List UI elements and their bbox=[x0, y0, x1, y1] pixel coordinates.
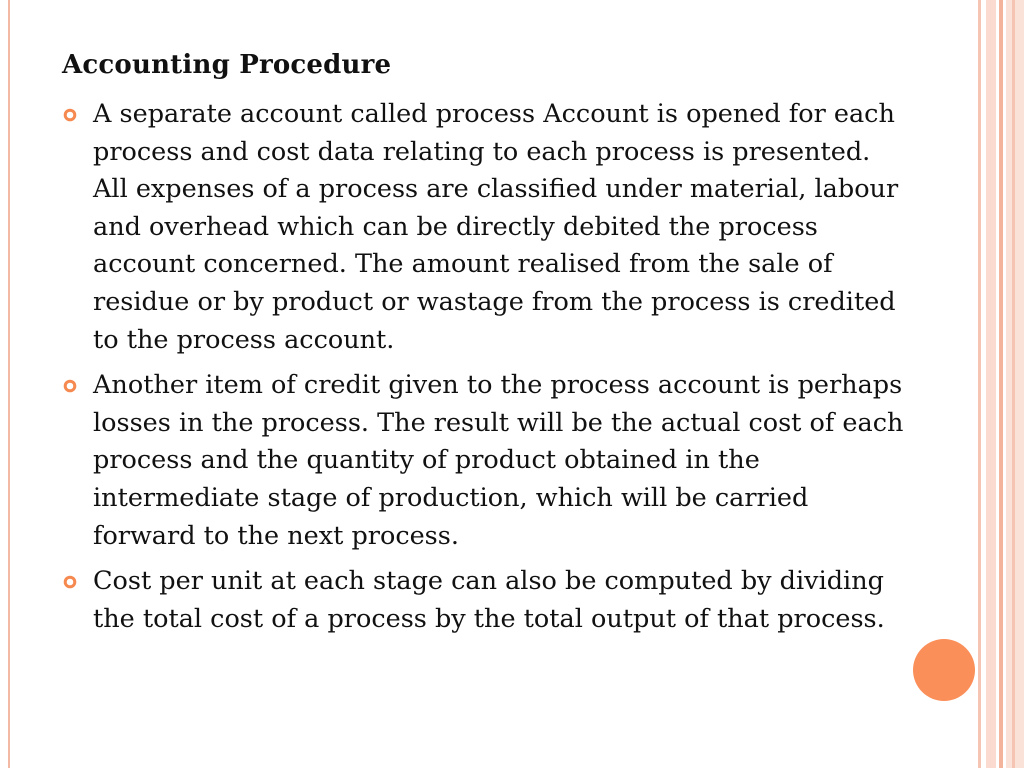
ring-bullet-icon bbox=[63, 575, 77, 589]
right-border-stripe bbox=[1006, 0, 1024, 768]
left-border-line bbox=[8, 0, 10, 768]
right-border-stripe bbox=[986, 0, 996, 768]
bullet-text: Another item of credit given to the process account is perhaps losses in the process. The result will be the actual cost of each process and the quantity of product obtained in the intermediate stage of production, which will be carried forward to the next process. bbox=[93, 370, 904, 551]
bullet-item bbox=[60, 563, 910, 638]
bullet-item bbox=[60, 367, 910, 555]
ring-bullet-icon bbox=[63, 379, 77, 393]
right-border-stripe bbox=[1012, 0, 1015, 768]
bullet-text: Cost per unit at each stage can also be computed by dividing the total cost of a process by the total output of that process. bbox=[93, 566, 885, 634]
decorative-orange-circle bbox=[913, 639, 975, 701]
slide-title: Accounting Procedure bbox=[62, 50, 392, 80]
bullet-list bbox=[60, 96, 910, 646]
bullet-text: A separate account called process Account is opened for each process and cost data relating to each process is presented. All expenses of a process are classified under material, labour and overhead which can be directly debited the process account concerned. The amount realised from the sale of residue or by product or wastage from the process is credited to the process account. bbox=[93, 99, 899, 355]
ring-bullet-icon bbox=[63, 108, 77, 122]
right-border-stripe bbox=[999, 0, 1003, 768]
bullet-item bbox=[60, 96, 910, 359]
right-border-stripe bbox=[978, 0, 981, 768]
